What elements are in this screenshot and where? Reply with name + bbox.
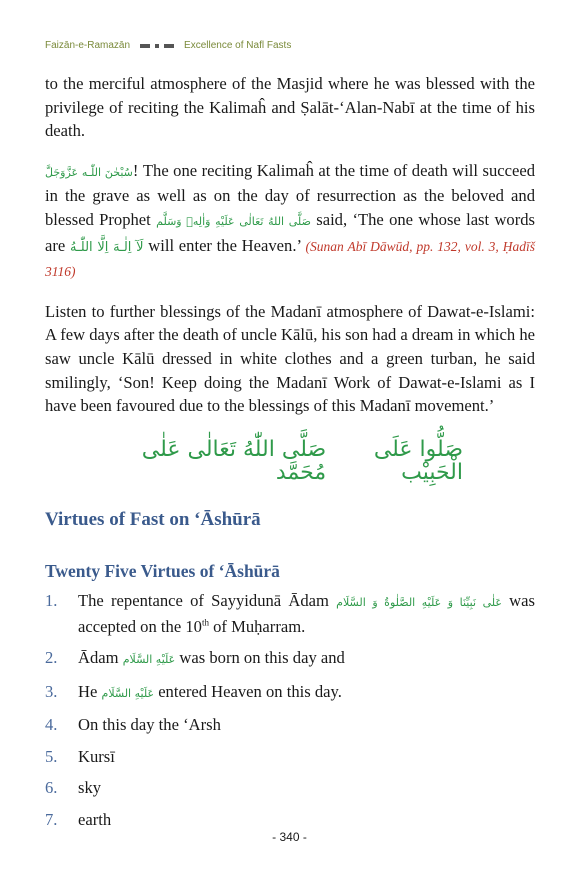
list-item [45, 808, 535, 832]
list-text-part: The repentance of Sayyidunā Ādam [78, 590, 329, 610]
header-separator [140, 44, 174, 48]
list-text: sky [78, 778, 102, 798]
list-item [45, 776, 535, 800]
list-item [45, 646, 535, 672]
list-text-part: entered Heaven on this day. [158, 681, 342, 701]
list-text [78, 589, 535, 638]
list-text-part: of Muḥarram. [213, 616, 306, 636]
list-item [45, 745, 535, 769]
list-number: 2. [45, 648, 58, 668]
paragraph-2-text-2: said, ‘The one whose last words are [45, 209, 535, 255]
salawat-left: صَلَّى اللّٰهُ تَعَالٰى عَلٰى مُحَمَّد [141, 436, 327, 486]
list-text-part: Ādam [78, 648, 119, 668]
list-text: On this day the ‘Arsh [78, 715, 221, 735]
list-item [45, 589, 535, 638]
paragraph-2 [45, 159, 535, 284]
list-text-part: He [78, 681, 98, 701]
book-title: Faizān-e-Ramazān [45, 40, 131, 51]
list-number: 4. [45, 715, 58, 735]
list-number: 1. [45, 590, 58, 610]
virtues-list [45, 589, 535, 832]
paragraph-2-text-3: will enter the Heaven.’ [148, 235, 301, 255]
arabic-salutation: عَلٰى نَبِيِّنَا وَ عَلَيْهِ الصَّلٰوةُ وَ السَّلَام [336, 595, 502, 609]
arabic-salutation: صَلَّى اللهُ تَعَالٰى عَلَيْهِ وَاٰلِهٖ وَسَلَّم [156, 214, 311, 228]
section-heading: Virtues of Fast on ‘Āshūrā [45, 508, 261, 530]
paragraph-2-text-1: ! The one reciting Kalimaĥ at the time of death will succeed in the grave as well as on the day of resurrection as the beloved and blessed Prophet [45, 160, 536, 229]
arabic-salutation: عَلَيْهِ السَّلَام [101, 686, 155, 700]
list-text-part: was born on this day and [179, 648, 345, 668]
paragraph-3: Listen to further blessings of the Madanī atmosphere of Dawat-e-Islami: A few days after the death of uncle Kālū, his son had a dream in which he saw uncle Kālū dressed in white clothes and a green turban, he said smilingly, ‘Son! Keep doing the Madanī Work of Dawat-e-Islami as I have been favoured due to the blessings of this Madanī movement.’ [45, 301, 535, 416]
list-text [78, 680, 535, 706]
list-number: 7. [45, 810, 58, 830]
paragraph-1: to the merciful atmosphere of the Masjid where he was blessed with the privilege of reciting the Kalimaĥ and Ṣalāt-‘Alan-Nabī at the time of his death. [45, 74, 535, 141]
hadith-reference: (Sunan Abī Dāwūd, pp. 132, vol. 3, Ḥadīš 3116) [45, 238, 535, 280]
salawat-right: صَلُّوا عَلَى الْحَبِيْب [373, 436, 463, 486]
subsection-heading: Twenty Five Virtues of ‘Āshūrā [45, 560, 280, 581]
salawat-line [45, 434, 535, 485]
list-item [45, 713, 535, 737]
list-text: Kursī [78, 746, 115, 766]
list-text-part: was accepted on the 10 [78, 590, 535, 636]
arabic-subhanallah: سُبْحٰنَ اللّٰـه عَزَّوَجَلَّ [45, 165, 133, 179]
list-item [45, 680, 535, 706]
list-number: 6. [45, 778, 58, 798]
list-text [78, 646, 535, 672]
list-number: 3. [45, 681, 58, 701]
page-number: - 340 - [272, 830, 307, 844]
page-content [45, 72, 535, 840]
chapter-title: Excellence of Nafl Fasts [184, 40, 292, 51]
running-header [45, 40, 539, 51]
arabic-salutation: عَلَيْهِ السَّلَام [122, 653, 176, 667]
list-number: 5. [45, 746, 58, 766]
superscript: th [201, 616, 209, 627]
arabic-kalimah: لَآ اِلٰـهَ اِلَّا اللّٰـهُ [69, 239, 144, 255]
list-text: earth [78, 810, 112, 830]
